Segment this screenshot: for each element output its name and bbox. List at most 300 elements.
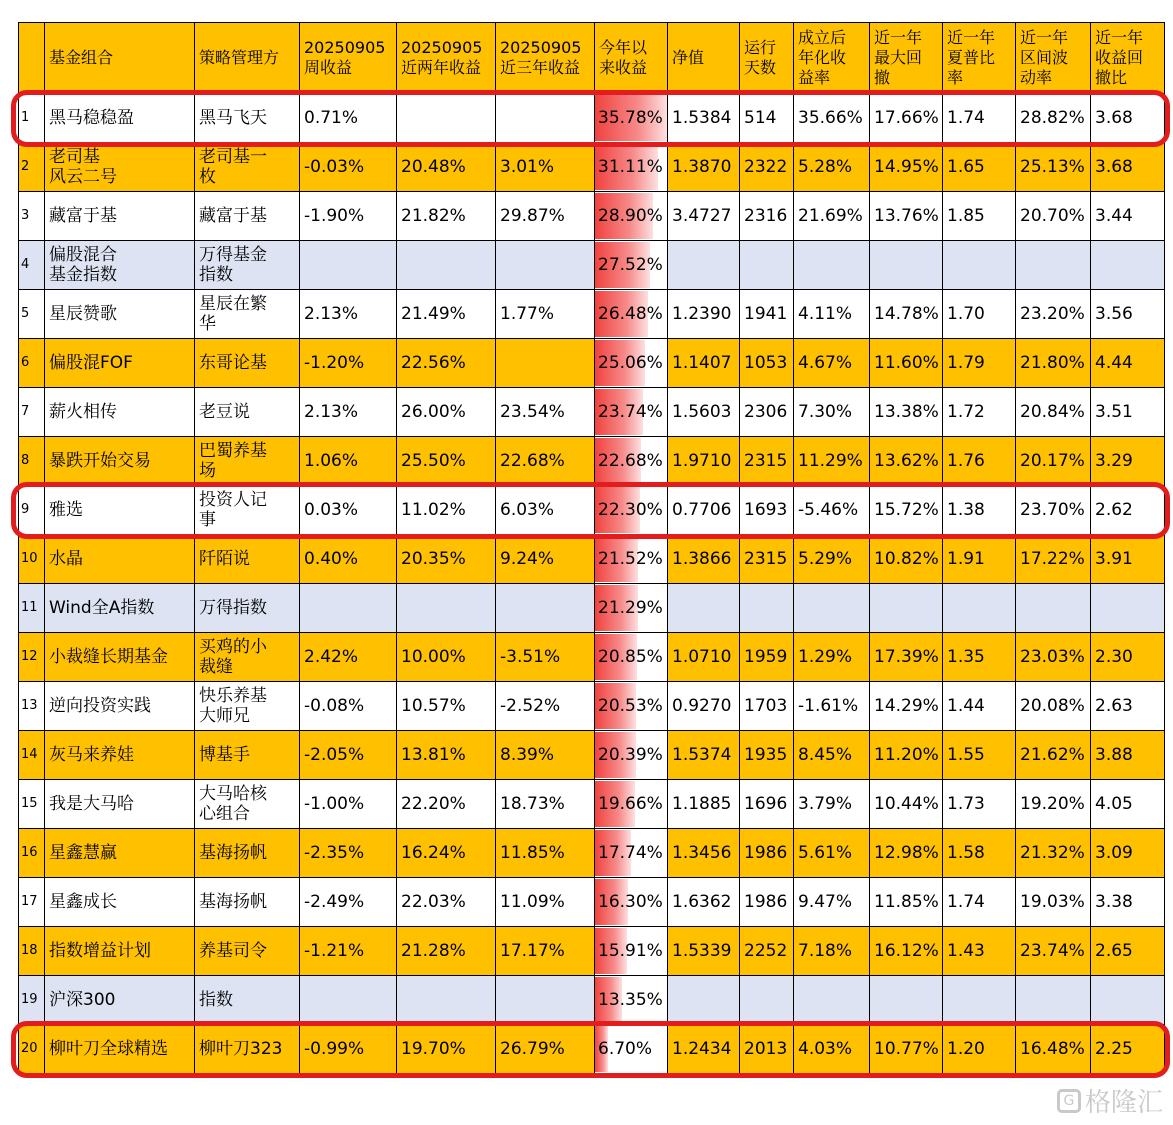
fund-name-cell: 水晶 <box>45 535 195 584</box>
annualized-return-cell: 11.29% <box>794 437 870 486</box>
watermark <box>1057 1082 1163 1119</box>
three-year-return-cell <box>496 241 595 290</box>
table-row <box>19 633 1165 682</box>
max-drawdown-cell: 11.60% <box>870 339 943 388</box>
volatility-cell: 23.70% <box>1016 486 1091 535</box>
header-col-index <box>19 23 45 94</box>
annualized-return-cell: 9.47% <box>794 878 870 927</box>
max-drawdown-cell: 12.98% <box>870 829 943 878</box>
return-drawdown-ratio-cell: 2.63 <box>1091 682 1165 731</box>
three-year-return-cell: 11.09% <box>496 878 595 927</box>
two-year-return-cell: 10.00% <box>397 633 496 682</box>
volatility-cell: 17.22% <box>1016 535 1091 584</box>
fund-name-cell: 逆向投资实践 <box>45 682 195 731</box>
three-year-return-cell: 22.68% <box>496 437 595 486</box>
watermark-logo-icon: G <box>1057 1089 1081 1113</box>
ytd-return-cell <box>595 143 668 192</box>
sharpe-ratio-cell: 1.73 <box>943 780 1016 829</box>
annualized-return-cell: 5.28% <box>794 143 870 192</box>
manager-cell: 老司基一 枚 <box>195 143 300 192</box>
manager-cell: 柳叶刀323 <box>195 1025 300 1074</box>
week-return-cell: -1.90% <box>300 192 397 241</box>
annualized-return-cell: 8.45% <box>794 731 870 780</box>
week-return-cell: 2.13% <box>300 388 397 437</box>
volatility-cell: 21.32% <box>1016 829 1091 878</box>
ytd-return-cell <box>595 780 668 829</box>
nav-cell: 1.5339 <box>668 927 740 976</box>
week-return-cell: -0.03% <box>300 143 397 192</box>
week-return-cell <box>300 976 397 1025</box>
ytd-return-cell <box>595 241 668 290</box>
table-row <box>19 584 1165 633</box>
fund-name-cell: 指数增益计划 <box>45 927 195 976</box>
table-row <box>19 878 1165 927</box>
sharpe-ratio-cell <box>943 584 1016 633</box>
ytd-value: 17.74% <box>598 843 663 863</box>
max-drawdown-cell: 14.95% <box>870 143 943 192</box>
two-year-return-cell: 20.35% <box>397 535 496 584</box>
nav-cell <box>668 241 740 290</box>
header-col-2y-return: 20250905 近两年收益 <box>397 23 496 94</box>
nav-cell: 1.3456 <box>668 829 740 878</box>
two-year-return-cell <box>397 584 496 633</box>
row-index-cell: 18 <box>19 927 45 976</box>
table-row <box>19 927 1165 976</box>
three-year-return-cell <box>496 339 595 388</box>
manager-cell: 老豆说 <box>195 388 300 437</box>
row-index-cell: 10 <box>19 535 45 584</box>
ytd-value: 15.91% <box>598 941 663 961</box>
week-return-cell <box>300 584 397 633</box>
week-return-cell: 0.71% <box>300 94 397 143</box>
max-drawdown-cell: 13.62% <box>870 437 943 486</box>
run-days-cell: 1941 <box>740 290 794 339</box>
table-row <box>19 437 1165 486</box>
manager-cell: 大马哈核 心组合 <box>195 780 300 829</box>
return-drawdown-ratio-cell: 3.09 <box>1091 829 1165 878</box>
fund-name-cell: Wind全A指数 <box>45 584 195 633</box>
manager-cell: 万得基金 指数 <box>195 241 300 290</box>
two-year-return-cell: 20.48% <box>397 143 496 192</box>
table-row <box>19 143 1165 192</box>
two-year-return-cell: 25.50% <box>397 437 496 486</box>
header-col-max-drawdown: 近一年 最大回 撤 <box>870 23 943 94</box>
ytd-value: 23.74% <box>598 402 663 422</box>
nav-cell: 1.1407 <box>668 339 740 388</box>
table-body <box>19 94 1165 1074</box>
row-index-cell: 7 <box>19 388 45 437</box>
ytd-return-cell <box>595 192 668 241</box>
three-year-return-cell: 6.03% <box>496 486 595 535</box>
week-return-cell: -1.00% <box>300 780 397 829</box>
max-drawdown-cell: 13.76% <box>870 192 943 241</box>
run-days-cell: 1986 <box>740 878 794 927</box>
return-drawdown-ratio-cell: 3.29 <box>1091 437 1165 486</box>
annualized-return-cell: 4.03% <box>794 1025 870 1074</box>
ytd-return-cell <box>595 927 668 976</box>
run-days-cell: 2306 <box>740 388 794 437</box>
nav-cell: 1.2434 <box>668 1025 740 1074</box>
volatility-cell: 23.20% <box>1016 290 1091 339</box>
run-days-cell: 514 <box>740 94 794 143</box>
two-year-return-cell <box>397 241 496 290</box>
max-drawdown-cell: 13.38% <box>870 388 943 437</box>
row-index-cell: 1 <box>19 94 45 143</box>
run-days-cell: 1693 <box>740 486 794 535</box>
max-drawdown-cell: 10.77% <box>870 1025 943 1074</box>
manager-cell: 快乐养基 大师兄 <box>195 682 300 731</box>
sharpe-ratio-cell: 1.35 <box>943 633 1016 682</box>
nav-cell: 0.9270 <box>668 682 740 731</box>
volatility-cell: 28.82% <box>1016 94 1091 143</box>
max-drawdown-cell: 15.72% <box>870 486 943 535</box>
manager-cell: 藏富于基 <box>195 192 300 241</box>
volatility-cell: 23.03% <box>1016 633 1091 682</box>
two-year-return-cell: 21.49% <box>397 290 496 339</box>
volatility-cell <box>1016 584 1091 633</box>
annualized-return-cell <box>794 976 870 1025</box>
header-col-annualized: 成立后 年化收 益率 <box>794 23 870 94</box>
two-year-return-cell: 16.24% <box>397 829 496 878</box>
fund-name-cell: 星鑫成长 <box>45 878 195 927</box>
sharpe-ratio-cell: 1.76 <box>943 437 1016 486</box>
ytd-value: 22.68% <box>598 451 663 471</box>
manager-cell: 基海扬帆 <box>195 878 300 927</box>
ytd-return-cell <box>595 339 668 388</box>
max-drawdown-cell: 17.66% <box>870 94 943 143</box>
volatility-cell: 19.03% <box>1016 878 1091 927</box>
week-return-cell: -2.35% <box>300 829 397 878</box>
annualized-return-cell: -5.46% <box>794 486 870 535</box>
week-return-cell: -2.05% <box>300 731 397 780</box>
manager-cell: 博基手 <box>195 731 300 780</box>
return-drawdown-ratio-cell: 2.30 <box>1091 633 1165 682</box>
return-drawdown-ratio-cell: 3.56 <box>1091 290 1165 339</box>
week-return-cell <box>300 241 397 290</box>
row-index-cell: 16 <box>19 829 45 878</box>
manager-cell: 巴蜀养基 场 <box>195 437 300 486</box>
annualized-return-cell <box>794 584 870 633</box>
ytd-value: 31.11% <box>598 157 663 177</box>
nav-cell: 1.3870 <box>668 143 740 192</box>
fund-name-cell: 藏富于基 <box>45 192 195 241</box>
two-year-return-cell: 13.81% <box>397 731 496 780</box>
return-drawdown-ratio-cell: 2.25 <box>1091 1025 1165 1074</box>
three-year-return-cell: 17.17% <box>496 927 595 976</box>
highlight-ring <box>11 1021 1171 1078</box>
sharpe-ratio-cell: 1.74 <box>943 94 1016 143</box>
week-return-cell: 2.13% <box>300 290 397 339</box>
annualized-return-cell: 35.66% <box>794 94 870 143</box>
manager-cell: 养基司令 <box>195 927 300 976</box>
sharpe-ratio-cell: 1.55 <box>943 731 1016 780</box>
nav-cell: 1.5603 <box>668 388 740 437</box>
week-return-cell: -0.08% <box>300 682 397 731</box>
manager-cell: 买鸡的小 裁缝 <box>195 633 300 682</box>
sharpe-ratio-cell: 1.91 <box>943 535 1016 584</box>
run-days-cell: 2315 <box>740 535 794 584</box>
three-year-return-cell: -2.52% <box>496 682 595 731</box>
max-drawdown-cell: 10.82% <box>870 535 943 584</box>
fund-name-cell: 小裁缝长期基金 <box>45 633 195 682</box>
table-row <box>19 241 1165 290</box>
two-year-return-cell: 22.03% <box>397 878 496 927</box>
return-drawdown-ratio-cell: 2.62 <box>1091 486 1165 535</box>
row-index-cell: 4 <box>19 241 45 290</box>
manager-cell: 万得指数 <box>195 584 300 633</box>
week-return-cell: -2.49% <box>300 878 397 927</box>
run-days-cell: 1696 <box>740 780 794 829</box>
ytd-return-cell <box>595 976 668 1025</box>
row-index-cell: 6 <box>19 339 45 388</box>
annualized-return-cell: 7.18% <box>794 927 870 976</box>
table-row <box>19 290 1165 339</box>
ytd-value: 21.29% <box>598 598 663 618</box>
ytd-return-cell <box>595 290 668 339</box>
volatility-cell <box>1016 976 1091 1025</box>
fund-name-cell: 星鑫慧赢 <box>45 829 195 878</box>
three-year-return-cell: 1.77% <box>496 290 595 339</box>
annualized-return-cell: 21.69% <box>794 192 870 241</box>
run-days-cell: 1986 <box>740 829 794 878</box>
return-drawdown-ratio-cell: 3.68 <box>1091 143 1165 192</box>
volatility-cell: 20.17% <box>1016 437 1091 486</box>
table-row <box>19 339 1165 388</box>
nav-cell: 1.3866 <box>668 535 740 584</box>
ytd-value: 35.78% <box>598 108 663 128</box>
max-drawdown-cell: 11.85% <box>870 878 943 927</box>
row-index-cell: 19 <box>19 976 45 1025</box>
volatility-cell: 19.20% <box>1016 780 1091 829</box>
max-drawdown-cell: 17.39% <box>870 633 943 682</box>
annualized-return-cell: 3.79% <box>794 780 870 829</box>
three-year-return-cell: 8.39% <box>496 731 595 780</box>
week-return-cell: 0.40% <box>300 535 397 584</box>
fund-table <box>18 22 1165 1074</box>
nav-cell: 3.4727 <box>668 192 740 241</box>
header-col-nav: 净值 <box>668 23 740 94</box>
three-year-return-cell: 18.73% <box>496 780 595 829</box>
manager-cell: 基海扬帆 <box>195 829 300 878</box>
table-header-row <box>19 23 1165 94</box>
fund-name-cell: 雅选 <box>45 486 195 535</box>
return-drawdown-ratio-cell: 3.68 <box>1091 94 1165 143</box>
ytd-return-cell <box>595 437 668 486</box>
watermark-text: 格隆汇 <box>1084 1088 1163 1118</box>
table-row <box>19 780 1165 829</box>
volatility-cell: 21.62% <box>1016 731 1091 780</box>
sharpe-ratio-cell: 1.74 <box>943 878 1016 927</box>
fund-name-cell: 薪火相传 <box>45 388 195 437</box>
ytd-value: 6.70% <box>598 1039 653 1059</box>
row-index-cell: 3 <box>19 192 45 241</box>
two-year-return-cell: 22.20% <box>397 780 496 829</box>
table-row <box>19 731 1165 780</box>
sharpe-ratio-cell: 1.58 <box>943 829 1016 878</box>
row-index-cell: 14 <box>19 731 45 780</box>
three-year-return-cell: 23.54% <box>496 388 595 437</box>
max-drawdown-cell: 11.20% <box>870 731 943 780</box>
row-index-cell: 5 <box>19 290 45 339</box>
sharpe-ratio-cell: 1.65 <box>943 143 1016 192</box>
run-days-cell: 2322 <box>740 143 794 192</box>
annualized-return-cell <box>794 241 870 290</box>
three-year-return-cell: 3.01% <box>496 143 595 192</box>
table-row <box>19 976 1165 1025</box>
sharpe-ratio-cell: 1.38 <box>943 486 1016 535</box>
return-drawdown-ratio-cell: 3.51 <box>1091 388 1165 437</box>
header-col-manager: 策略管理方 <box>195 23 300 94</box>
max-drawdown-cell <box>870 976 943 1025</box>
nav-cell: 1.9710 <box>668 437 740 486</box>
nav-cell: 1.6362 <box>668 878 740 927</box>
two-year-return-cell: 22.56% <box>397 339 496 388</box>
nav-cell: 1.5384 <box>668 94 740 143</box>
fund-name-cell: 柳叶刀全球精选 <box>45 1025 195 1074</box>
max-drawdown-cell: 16.12% <box>870 927 943 976</box>
ytd-value: 22.30% <box>598 500 663 520</box>
ytd-return-cell <box>595 535 668 584</box>
nav-cell: 1.5374 <box>668 731 740 780</box>
ytd-value: 28.90% <box>598 206 663 226</box>
table-row <box>19 388 1165 437</box>
row-index-cell: 9 <box>19 486 45 535</box>
ytd-value: 25.06% <box>598 353 663 373</box>
header-col-week-return: 20250905 周收益 <box>300 23 397 94</box>
run-days-cell <box>740 241 794 290</box>
sharpe-ratio-cell: 1.79 <box>943 339 1016 388</box>
max-drawdown-cell <box>870 241 943 290</box>
header-col-fund-name: 基金组合 <box>45 23 195 94</box>
header-col-days: 运行 天数 <box>740 23 794 94</box>
two-year-return-cell: 19.70% <box>397 1025 496 1074</box>
ytd-return-cell <box>595 878 668 927</box>
ytd-return-cell <box>595 731 668 780</box>
run-days-cell: 2316 <box>740 192 794 241</box>
max-drawdown-cell: 10.44% <box>870 780 943 829</box>
volatility-cell: 23.74% <box>1016 927 1091 976</box>
ytd-value: 16.30% <box>598 892 663 912</box>
nav-cell: 1.1885 <box>668 780 740 829</box>
table-row <box>19 192 1165 241</box>
manager-cell: 指数 <box>195 976 300 1025</box>
ytd-value: 20.85% <box>598 647 663 667</box>
run-days-cell: 2315 <box>740 437 794 486</box>
manager-cell: 投资人记 事 <box>195 486 300 535</box>
run-days-cell: 1703 <box>740 682 794 731</box>
return-drawdown-ratio-cell <box>1091 241 1165 290</box>
two-year-return-cell: 11.02% <box>397 486 496 535</box>
return-drawdown-ratio-cell: 3.88 <box>1091 731 1165 780</box>
nav-cell: 1.0710 <box>668 633 740 682</box>
annualized-return-cell: 5.61% <box>794 829 870 878</box>
three-year-return-cell: 26.79% <box>496 1025 595 1074</box>
volatility-cell: 20.70% <box>1016 192 1091 241</box>
two-year-return-cell <box>397 976 496 1025</box>
fund-name-cell: 偏股混FOF <box>45 339 195 388</box>
ytd-return-cell <box>595 633 668 682</box>
row-index-cell: 13 <box>19 682 45 731</box>
ytd-value: 21.52% <box>598 549 663 569</box>
ytd-return-cell <box>595 682 668 731</box>
ytd-return-cell <box>595 584 668 633</box>
annualized-return-cell: 7.30% <box>794 388 870 437</box>
run-days-cell: 2013 <box>740 1025 794 1074</box>
ytd-value: 20.39% <box>598 745 663 765</box>
manager-cell: 阡陌说 <box>195 535 300 584</box>
week-return-cell: -1.21% <box>300 927 397 976</box>
ytd-value: 26.48% <box>598 304 663 324</box>
run-days-cell <box>740 976 794 1025</box>
header-col-sharpe: 近一年 夏普比 率 <box>943 23 1016 94</box>
return-drawdown-ratio-cell: 3.44 <box>1091 192 1165 241</box>
row-index-cell: 8 <box>19 437 45 486</box>
sharpe-ratio-cell: 1.70 <box>943 290 1016 339</box>
fund-name-cell: 沪深300 <box>45 976 195 1025</box>
row-index-cell: 20 <box>19 1025 45 1074</box>
week-return-cell: 0.03% <box>300 486 397 535</box>
table-row <box>19 535 1165 584</box>
table-row <box>19 682 1165 731</box>
ytd-value: 27.52% <box>598 255 663 275</box>
return-drawdown-ratio-cell: 4.44 <box>1091 339 1165 388</box>
sharpe-ratio-cell: 1.72 <box>943 388 1016 437</box>
sharpe-ratio-cell: 1.44 <box>943 682 1016 731</box>
manager-cell: 东哥论基 <box>195 339 300 388</box>
return-drawdown-ratio-cell: 3.91 <box>1091 535 1165 584</box>
nav-cell: 0.7706 <box>668 486 740 535</box>
fund-name-cell: 偏股混合 基金指数 <box>45 241 195 290</box>
run-days-cell: 1935 <box>740 731 794 780</box>
week-return-cell: 1.06% <box>300 437 397 486</box>
three-year-return-cell: 29.87% <box>496 192 595 241</box>
ytd-value: 19.66% <box>598 794 663 814</box>
return-drawdown-ratio-cell: 4.05 <box>1091 780 1165 829</box>
week-return-cell: -0.99% <box>300 1025 397 1074</box>
row-index-cell: 17 <box>19 878 45 927</box>
return-drawdown-ratio-cell <box>1091 584 1165 633</box>
return-drawdown-ratio-cell <box>1091 976 1165 1025</box>
annualized-return-cell: 1.29% <box>794 633 870 682</box>
max-drawdown-cell <box>870 584 943 633</box>
max-drawdown-cell: 14.78% <box>870 290 943 339</box>
volatility-cell: 21.80% <box>1016 339 1091 388</box>
sharpe-ratio-cell <box>943 976 1016 1025</box>
ytd-value: 13.35% <box>598 990 663 1010</box>
return-drawdown-ratio-cell: 2.65 <box>1091 927 1165 976</box>
volatility-cell <box>1016 241 1091 290</box>
manager-cell: 黑马飞天 <box>195 94 300 143</box>
ytd-return-cell <box>595 829 668 878</box>
row-index-cell: 12 <box>19 633 45 682</box>
fund-name-cell: 灰马来养娃 <box>45 731 195 780</box>
max-drawdown-cell: 14.29% <box>870 682 943 731</box>
highlight-ring <box>11 482 1171 539</box>
week-return-cell: -1.20% <box>300 339 397 388</box>
two-year-return-cell: 10.57% <box>397 682 496 731</box>
return-drawdown-ratio-cell: 3.38 <box>1091 878 1165 927</box>
volatility-cell: 20.84% <box>1016 388 1091 437</box>
highlight-ring <box>11 90 1171 147</box>
annualized-return-cell: 4.11% <box>794 290 870 339</box>
ytd-value: 20.53% <box>598 696 663 716</box>
annualized-return-cell: 4.67% <box>794 339 870 388</box>
row-index-cell: 2 <box>19 143 45 192</box>
row-index-cell: 15 <box>19 780 45 829</box>
run-days-cell: 1959 <box>740 633 794 682</box>
volatility-cell: 25.13% <box>1016 143 1091 192</box>
fund-name-cell: 我是大马哈 <box>45 780 195 829</box>
